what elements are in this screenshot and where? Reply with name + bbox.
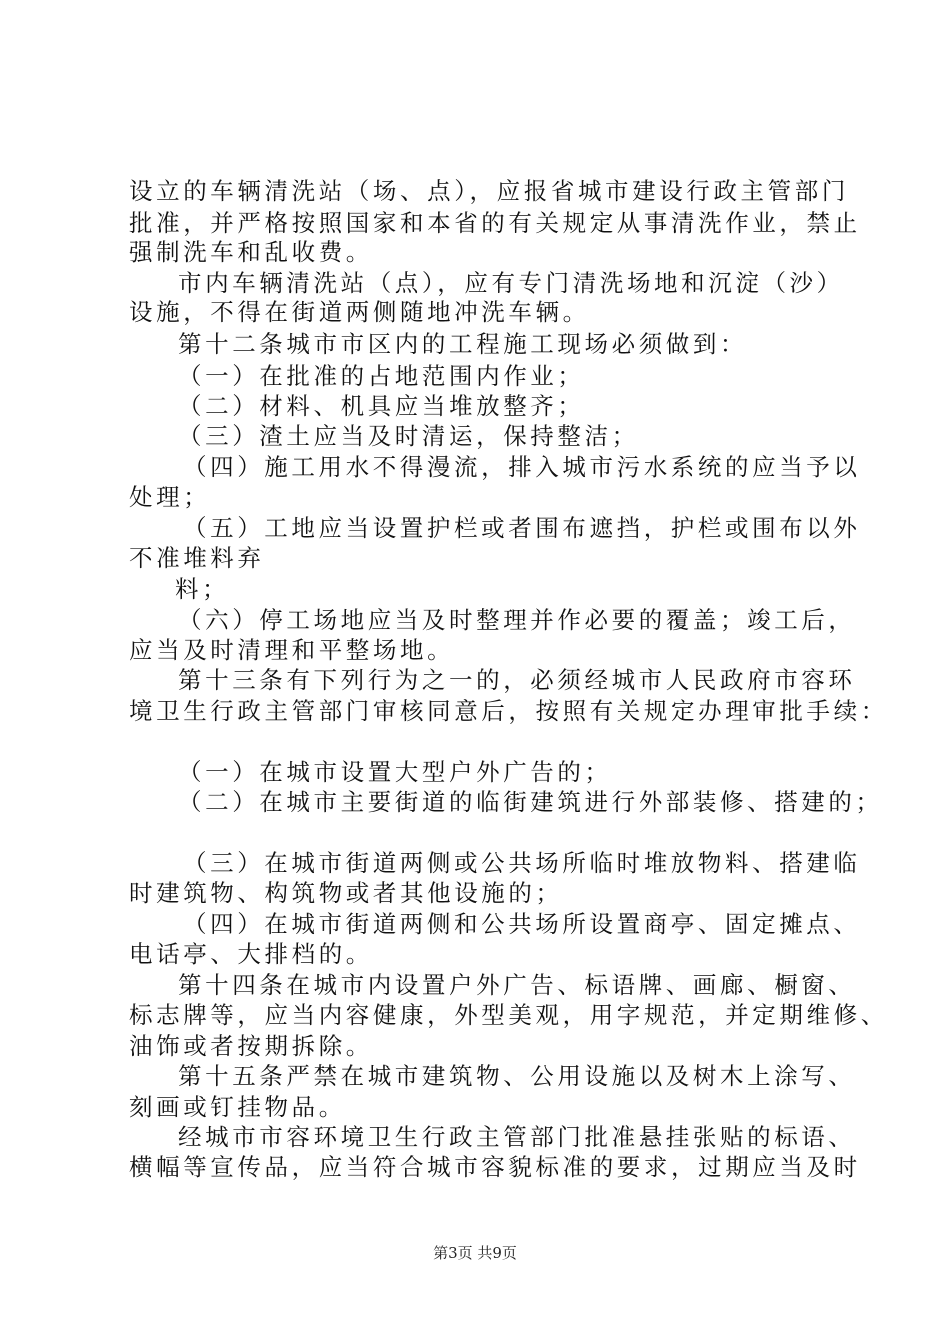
text-line: 批准，并严格按照国家和本省的有关规定从事清洗作业，禁止	[129, 209, 861, 237]
text-line: （五）工地应当设置护栏或者围布遮挡，护栏或围布以外	[183, 514, 861, 542]
text-line: （二）材料、机具应当堆放整齐；	[178, 392, 585, 420]
text-line: 油饰或者按期拆除。	[129, 1032, 373, 1060]
text-line: （四）在城市街道两侧和公共场所设置商亭、固定摊点、	[183, 910, 861, 938]
page-number-footer: 第3页 共9页	[433, 1244, 517, 1262]
text-line: 境卫生行政主管部门审核同意后，按照有关规定办理审批手续：	[129, 697, 888, 725]
text-line: 横幅等宣传品，应当符合城市容貌标准的要求，过期应当及时	[129, 1153, 861, 1181]
text-line: （一）在城市设置大型户外广告的；	[178, 758, 612, 786]
text-line: 第十二条城市市区内的工程施工现场必须做到：	[178, 330, 748, 358]
text-line: 刻画或钉挂物品。	[129, 1093, 346, 1121]
text-line: 处理；	[129, 483, 211, 511]
text-line: 经城市市容环境卫生行政主管部门批准悬挂张贴的标语、	[178, 1123, 856, 1151]
text-line: （三）渣土应当及时清运，保持整洁；	[178, 422, 639, 450]
text-line: 设施，不得在街道两侧随地冲洗车辆。	[129, 298, 590, 326]
text-line: （二）在城市主要街道的临街建筑进行外部装修、搭建的；	[178, 788, 883, 816]
text-line: 第十四条在城市内设置户外广告、标语牌、画廊、橱窗、	[178, 971, 856, 999]
text-line: 强制洗车和乱收费。	[129, 238, 373, 266]
text-line: 第十三条有下列行为之一的，必须经城市人民政府市容环	[178, 666, 856, 694]
text-line: 设立的车辆清洗站（场、点），应报省城市建设行政主管部门	[129, 177, 849, 205]
text-line: 不准堆料弃	[129, 544, 265, 572]
text-line: 料；	[175, 575, 230, 603]
text-line: 市内车辆清洗站（点），应有专门清洗场地和沉淀（沙）	[178, 269, 844, 297]
text-line: （三）在城市街道两侧或公共场所临时堆放物料、搭建临	[183, 849, 861, 877]
text-line: 标志牌等，应当内容健康，外型美观，用字规范，并定期维修、	[129, 1001, 888, 1029]
text-line: 时建筑物、构筑物或者其他设施的；	[129, 879, 563, 907]
text-line: 应当及时清理和平整场地。	[129, 636, 455, 664]
text-line: （四）施工用水不得漫流，排入城市污水系统的应当予以	[183, 453, 861, 481]
text-line: 第十五条严禁在城市建筑物、公用设施以及树木上涂写、	[178, 1062, 856, 1090]
text-line: （一）在批准的占地范围内作业；	[178, 362, 585, 390]
text-line: （六）停工场地应当及时整理并作必要的覆盖；竣工后，	[178, 606, 856, 634]
text-line: 电话亭、大排档的。	[129, 940, 373, 968]
